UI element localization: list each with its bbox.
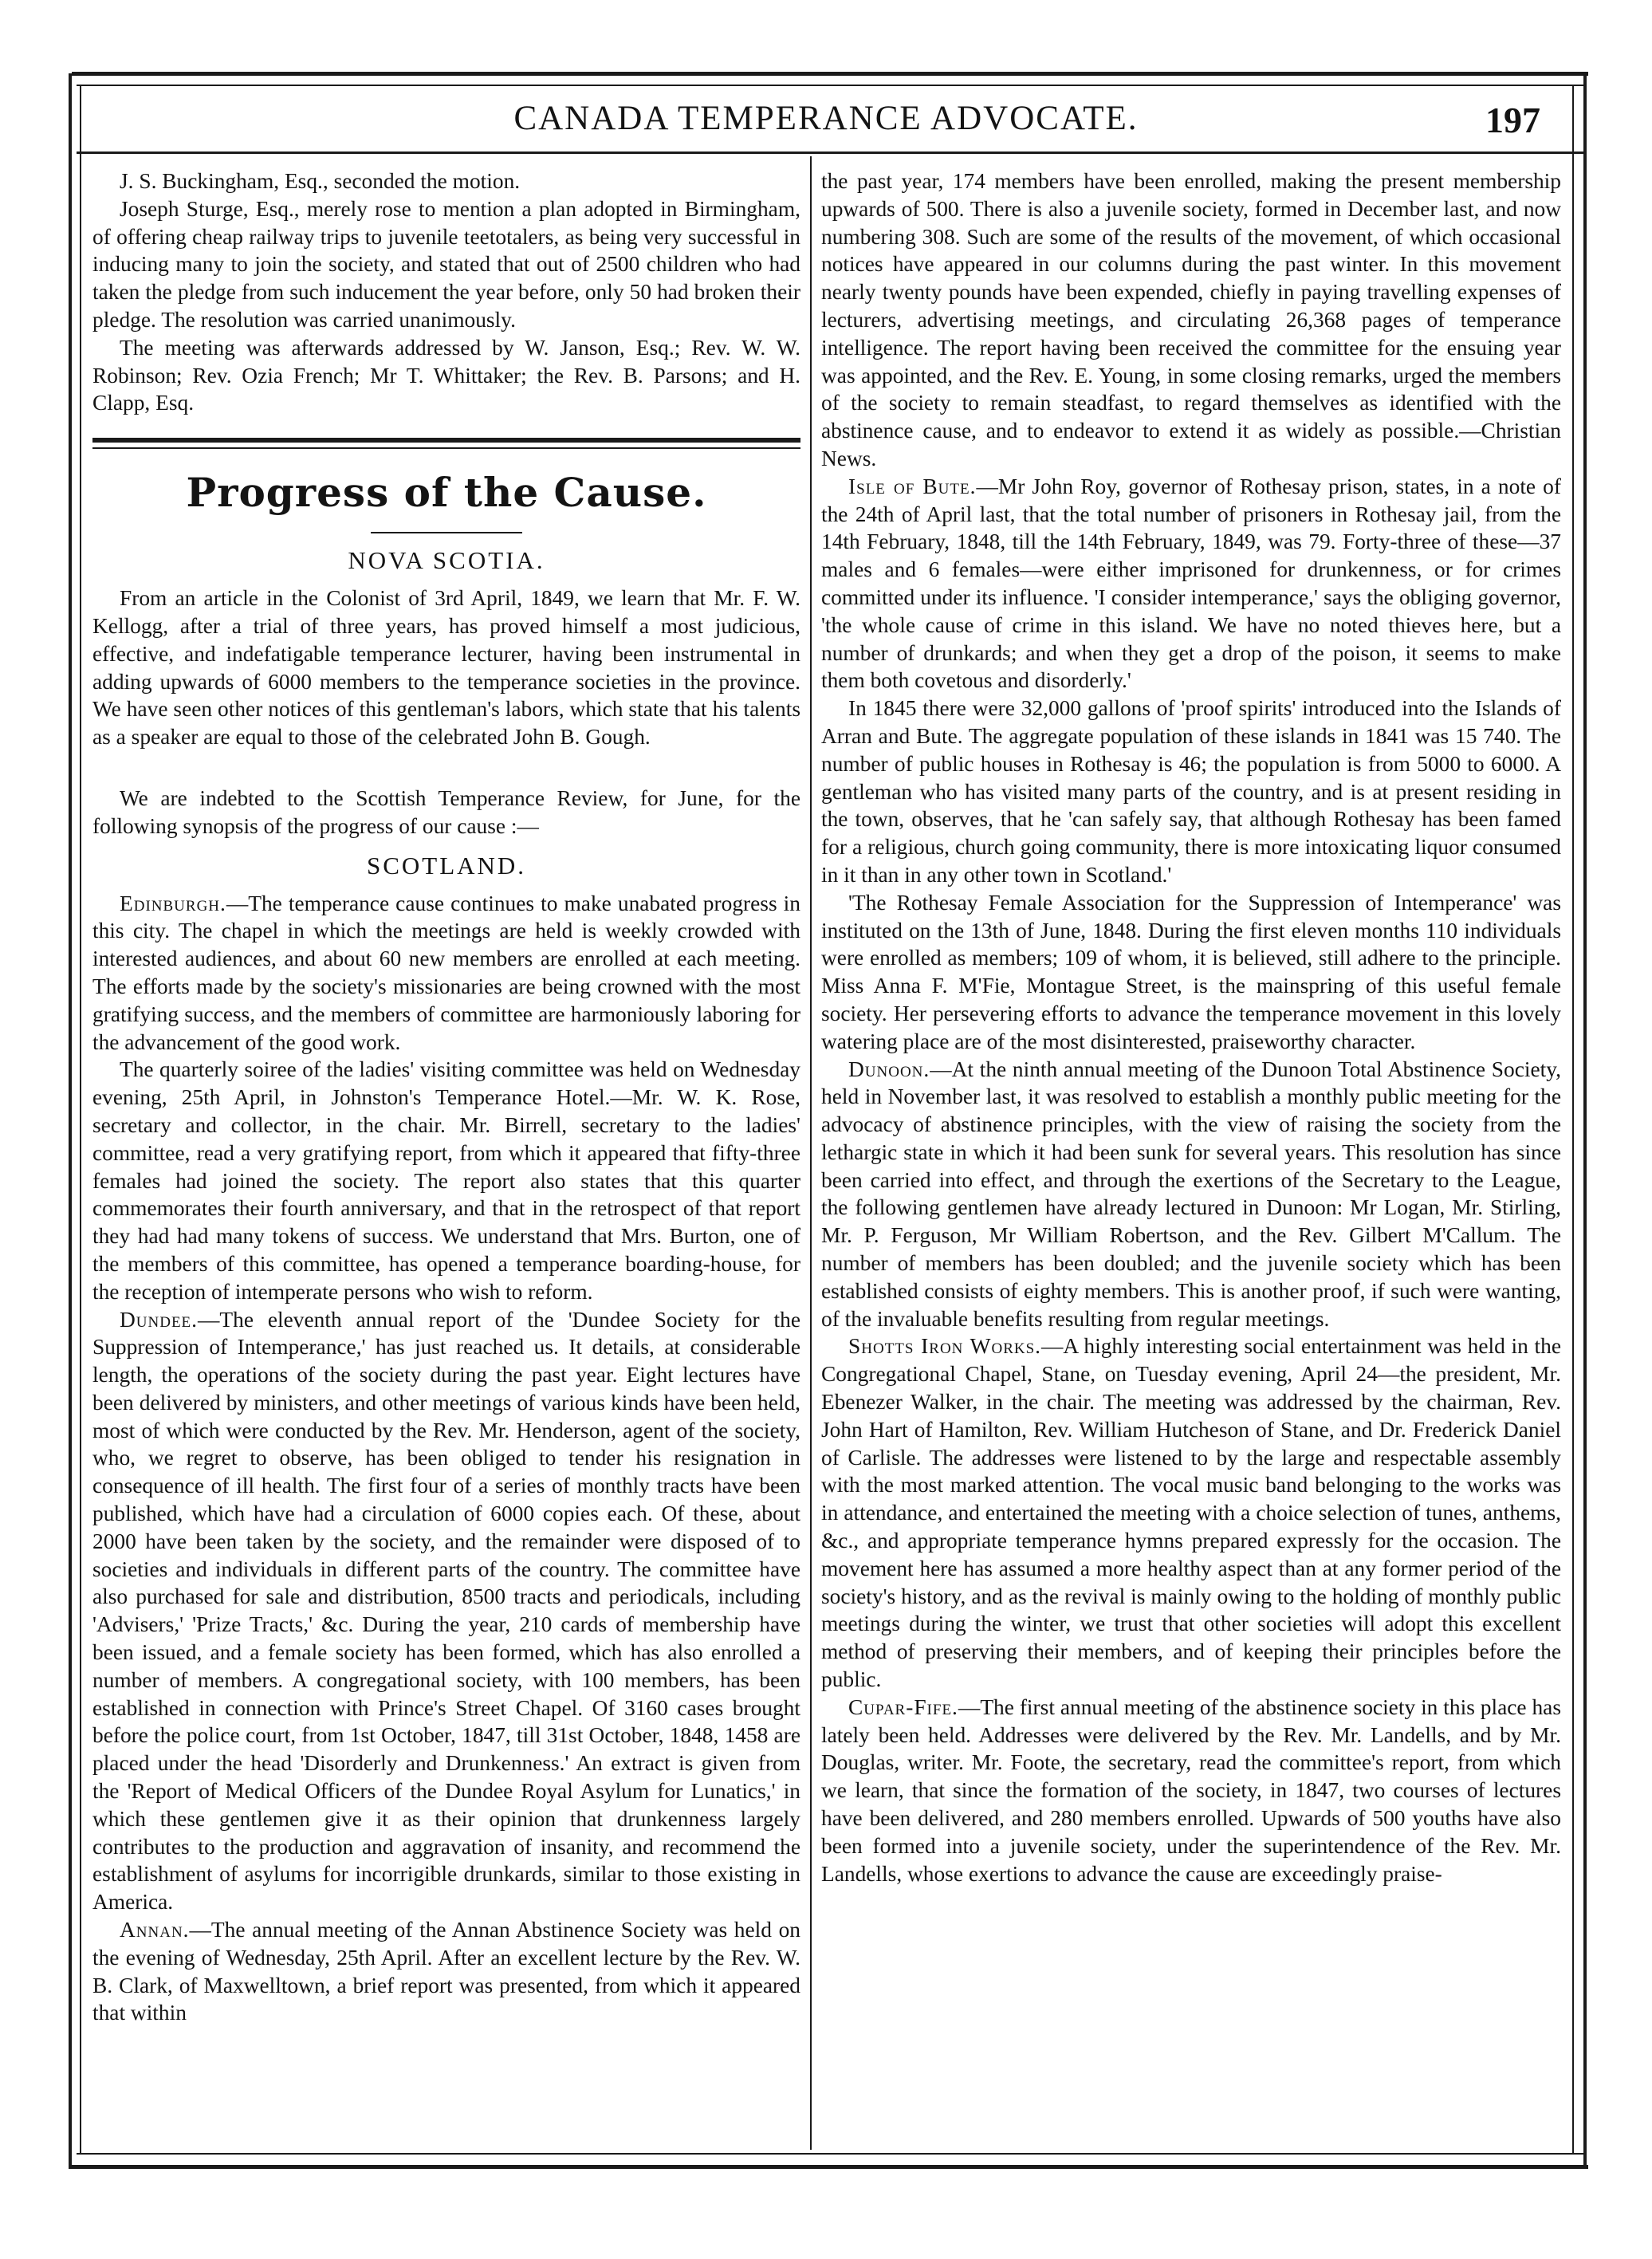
paragraph-review-intro: We are indebted to the Scottish Temperance Review, for June, for the following synopsis of the progress of our cause :— bbox=[92, 785, 800, 838]
page-header-title: CANADA TEMPERANCE ADVOCATE. bbox=[513, 100, 1139, 137]
text-shotts: —A highly interesting social entertainment was held in the Congregational Chapel, Stane, on Tuesday evening, April 24—the president, Mr. Ebenezer Walker, in the chair. The meeting was addressed by the chairman, Rev. John Hart of Hamilton, Rev. William Hutcheson of Stane, and Dr. Frederick Daniel of Carlisle. The addresses were listened to by the large and respectable assembly with the most marked attention. The vocal music band belonging to the works was in attendance, and entertained the meeting with a choice selection of tunes, anthems, &c., and appropriate temperance hymns prepared expressly for the occasion. The movement here has assumed a more healthy aspect than at any former period of the society's history, and as the revival is mainly owing to the holding of monthly public meetings during the winter, we trust that other societies will adopt this excellent method of preserving their members, and of keeping their principles before the public. bbox=[821, 1334, 1561, 1692]
paragraph-sturge: Joseph Sturge, Esq., merely rose to mention a plan adopted in Birmingham, of offering cheap railway trips to juvenile teetotalers, as being very successful in inducing many to join the society, and stated that out of 2500 children who had taken the pledge from such inducement the year before, only 50 had broken their pledge. The resolution was carried unanimously. bbox=[92, 196, 800, 332]
left-border-inner bbox=[80, 85, 81, 2155]
lead-edinburgh: Edinburgh. bbox=[120, 891, 226, 915]
right-border-outer bbox=[1583, 73, 1587, 2169]
bottom-border-outer bbox=[72, 2165, 1588, 2169]
lead-cupar: Cupar-Fife. bbox=[848, 1694, 958, 1719]
right-border-inner bbox=[1572, 85, 1574, 2155]
heading-scotland: SCOTLAND. bbox=[366, 851, 527, 880]
section-rule-thick bbox=[92, 438, 800, 443]
page-number: 197 bbox=[1485, 100, 1540, 140]
top-border-outer bbox=[72, 72, 1588, 76]
left-border-outer bbox=[69, 73, 72, 2169]
paragraph-rothesay-female: 'The Rothesay Female Association for the Suppression of Intemperance' was instituted on the 13th of June, 1848. During the first eleven months 110 individuals were enrolled as members; 109 of whom, it is believed, still adhere to the principle. Miss Anna F. M'Fie, Montague Street, is the mainspring of this useful female society. Her persevering efforts to advance the temperance movement in this lovely watering place are of the most disinterested, praiseworthy character. bbox=[821, 890, 1561, 1053]
section-title: Progress of the Cause. bbox=[186, 469, 707, 517]
paragraph-spirits-1845: In 1845 there were 32,000 gallons of 'proof spirits' introduced into the Islands of Arran and Bute. The aggregate population of these islands in 1841 was 15 740. The number of public houses in Rothesay is 46; the population is from 5000 to 6000. A gentleman who has visited many parts of the country, and is at present residing in the town, observes, that he 'can safely say, that although Rothesay has been famed for a religious, church going community, there is more intoxicating liquor consumed in it than in any other town in Scotland.' bbox=[821, 696, 1561, 887]
text-isle-of-bute: —Mr John Roy, governor of Rothesay prison, states, in a note of the 24th of April last, that the total number of prisoners in Rothesay jail, from the 14th February, 1848, till the 14th February, 1849, was 79. Forty-three of these—37 males and 6 females—were either imprisoned for drunkenness, or for crimes committed under its influence. 'I consider intemperance,' says the obliging governor, 'the whole cause of crime in this island. We have no noted thieves here, but a number of drunkards; and when they get a drop of the poison, it seems to make them both covetous and disorderly.' bbox=[821, 474, 1562, 693]
text-dunoon: —At the ninth annual meeting of the Dunoon Total Abstinence Society, held in November last, it was resolved to establish a monthly public meeting for the advocacy of abstinence principles, with the view of raising the society from the lethargic state in which it had been sunk for several years. This resolution has since been carried into effect, and through the exertions of the Secretary to the League, the following gentlemen have already lectured in Dunoon: Mr Logan, Mr. Stirling, Mr. P. Ferguson, Mr William Robertson, and the Rev. Gilbert M'Callum. The number of members has been doubled; and the juvenile society which has been established consists of eighty members. This is another proof, if such were wanting, of the invaluable benefits resulting from regular meetings. bbox=[821, 1057, 1561, 1331]
paragraph-annan-continued: the past year, 174 members have been enrolled, making the present membership upwards of 500. There is also a juvenile society, formed in December last, and now numbering 308. Such are some of the results of the movement, of which occasional notices have appeared in our columns during the past winter. In this movement nearly twenty pounds have been expended, chiefly in paying travelling expenses of lecturers, advertising meetings, and circulating 26,368 pages of temperance intelligence. The report having been received the committee for the ensuing year was appointed, and the Rev. E. Young, in some closing remarks, urged the members of the society to remain steadfast, to regard themselves as identified with the abstinence cause, and to endeavor to extend it as widely as possible.—Christian News. bbox=[821, 169, 1561, 470]
section-title-underline bbox=[371, 532, 522, 533]
text-annan: —The annual meeting of the Annan Abstinence Society was held on the evening of Wednesday, 25th April. After an excellent lecture by the Rev. W. B. Clark, of Maxwelltown, a brief report was presented, from which it appeared that within bbox=[92, 1918, 800, 2025]
column-divider bbox=[810, 156, 812, 2150]
text-cupar: —The first annual meeting of the abstinence society in this place has lately been held. Addresses were delivered by the Rev. Mr. Landells, and by Mr. Douglas, writer. Mr. Foote, the secretary, read the committee's report, from which we learn, that since the formation of the society, in 1847, two courses of lectures have been delivered, and 280 members enrolled. Upwards of 500 youths have also been formed into a juvenile society, under the superintendence of the Rev. Mr. Landells, whose exertions to advance the cause are exceedingly praise- bbox=[821, 1694, 1561, 1886]
paragraph-isle-of-bute bbox=[821, 473, 1561, 695]
bottom-border-inner bbox=[77, 2153, 1583, 2155]
right-column bbox=[821, 167, 1561, 1887]
text-dundee: —The eleventh annual report of the 'Dundee Society for the Suppression of Intemperance,' has just reached us. It details, at considerable length, the operations of the society during the past year. Eight lectures have been delivered by ministers, and other meetings of various kinds have been held, most of which were conducted by the Rev. Mr. Henderson, agent of the society, who, we regret to observe, has been obliged to tender his resignation in consequence of ill health. The first four of a series of monthly tracts have been published, which have had a circulation of 6000 copies each. Of these, about 2000 have been taken by the society, and the remainder were disposed of to societies and individuals in different parts of the country. The committee have also purchased for sale and distribution, 8500 tracts and periodicals, including 'Advisers,' 'Prize Tracts,' &c. During the year, 210 cards of membership have been issued, and a female society has been formed, which has also enrolled a number of members. A congregational society, with 100 members, has been established in connection with Prince's Street Chapel. Of 3160 cases brought before the police court, from 1st October, 1847, till 31st October, 1848, 1458 are placed under the head 'Disorderly and Drunkenness.' An extract is given from the 'Report of Medical Officers of the Dundee Royal Asylum for Lunatics,' in which these gentlemen give it as their opinion that drunkenness largely contributes to the production and aggravation of insanity, and recommend the establishment of asylums for incorrigible drunkards, similar to those existing in America. bbox=[92, 1307, 800, 1915]
lead-dundee: Dundee. bbox=[120, 1307, 199, 1332]
paragraph-nova-scotia: From an article in the Colonist of 3rd April, 1849, we learn that Mr. F. W. Kellogg, after a trial of three years, has proved himself a most judicious, effective, and indefatigable temperance lecturer, having been instrumental in adding upwards of 6000 members to the temperance societies in the province. We have seen other notices of this gentleman's labors, which state that his talents as a speaker are equal to those of the celebrated John B. Gough. bbox=[92, 586, 800, 750]
paragraph-edinburgh bbox=[92, 890, 800, 1057]
lead-shotts: Shotts Iron Works. bbox=[848, 1334, 1042, 1359]
heading-nova-scotia: NOVA SCOTIA. bbox=[348, 546, 545, 575]
paragraph-shotts bbox=[821, 1332, 1561, 1693]
section-rule-thin bbox=[92, 447, 800, 449]
lead-dunoon: Dunoon. bbox=[848, 1057, 930, 1081]
paragraph-soiree: The quarterly soiree of the ladies' visiting committee was held on Wednesday evening, 25th April, in Johnston's Temperance Hotel.—Mr. W. K. Rose, secretary and collector, in the chair. Mr. Birrell, secretary to the ladies' committee, read a very gratifying report, from which it appeared that fifty-three females had joined the society. The report also states that this quarter commemorates their fourth anniversary, and that in the retrospect of that report they had had many tokens of success. We understand that Mrs. Burton, one of the members of this committee, has opened a temperance boarding-house, for the reception of intemperate persons who wish to reform. bbox=[92, 1057, 800, 1304]
paragraph-meeting-addressed: The meeting was afterwards addressed by W. Janson, Esq.; Rev. W. W. Robinson; Rev. Ozia French; Mr T. Whittaker; the Rev. B. Parsons; and H. Clapp, Esq. bbox=[92, 335, 800, 415]
top-border-inner bbox=[77, 85, 1583, 86]
left-column bbox=[92, 167, 800, 2027]
paragraph-dunoon bbox=[821, 1056, 1561, 1333]
paragraph-buckingham: J. S. Buckingham, Esq., seconded the motion. bbox=[120, 169, 521, 193]
lead-isle-of-bute: Isle of Bute. bbox=[848, 474, 977, 498]
paragraph-dundee bbox=[92, 1306, 800, 1917]
header-rule bbox=[77, 152, 1583, 154]
lead-annan: Annan. bbox=[120, 1918, 190, 1942]
paragraph-cupar bbox=[821, 1694, 1561, 1888]
paragraph-annan bbox=[92, 1916, 800, 2027]
text-edinburgh: —The temperance cause continues to make unabated progress in this city. The chapel in which the meetings are held is weekly crowded with interested audiences, and about 60 new members are enrolled at each meeting. The efforts made by the society's missionaries are being crowned with the most gratifying success, and the members of committee are harmoniously laboring for the advancement of the good work. bbox=[92, 891, 800, 1054]
